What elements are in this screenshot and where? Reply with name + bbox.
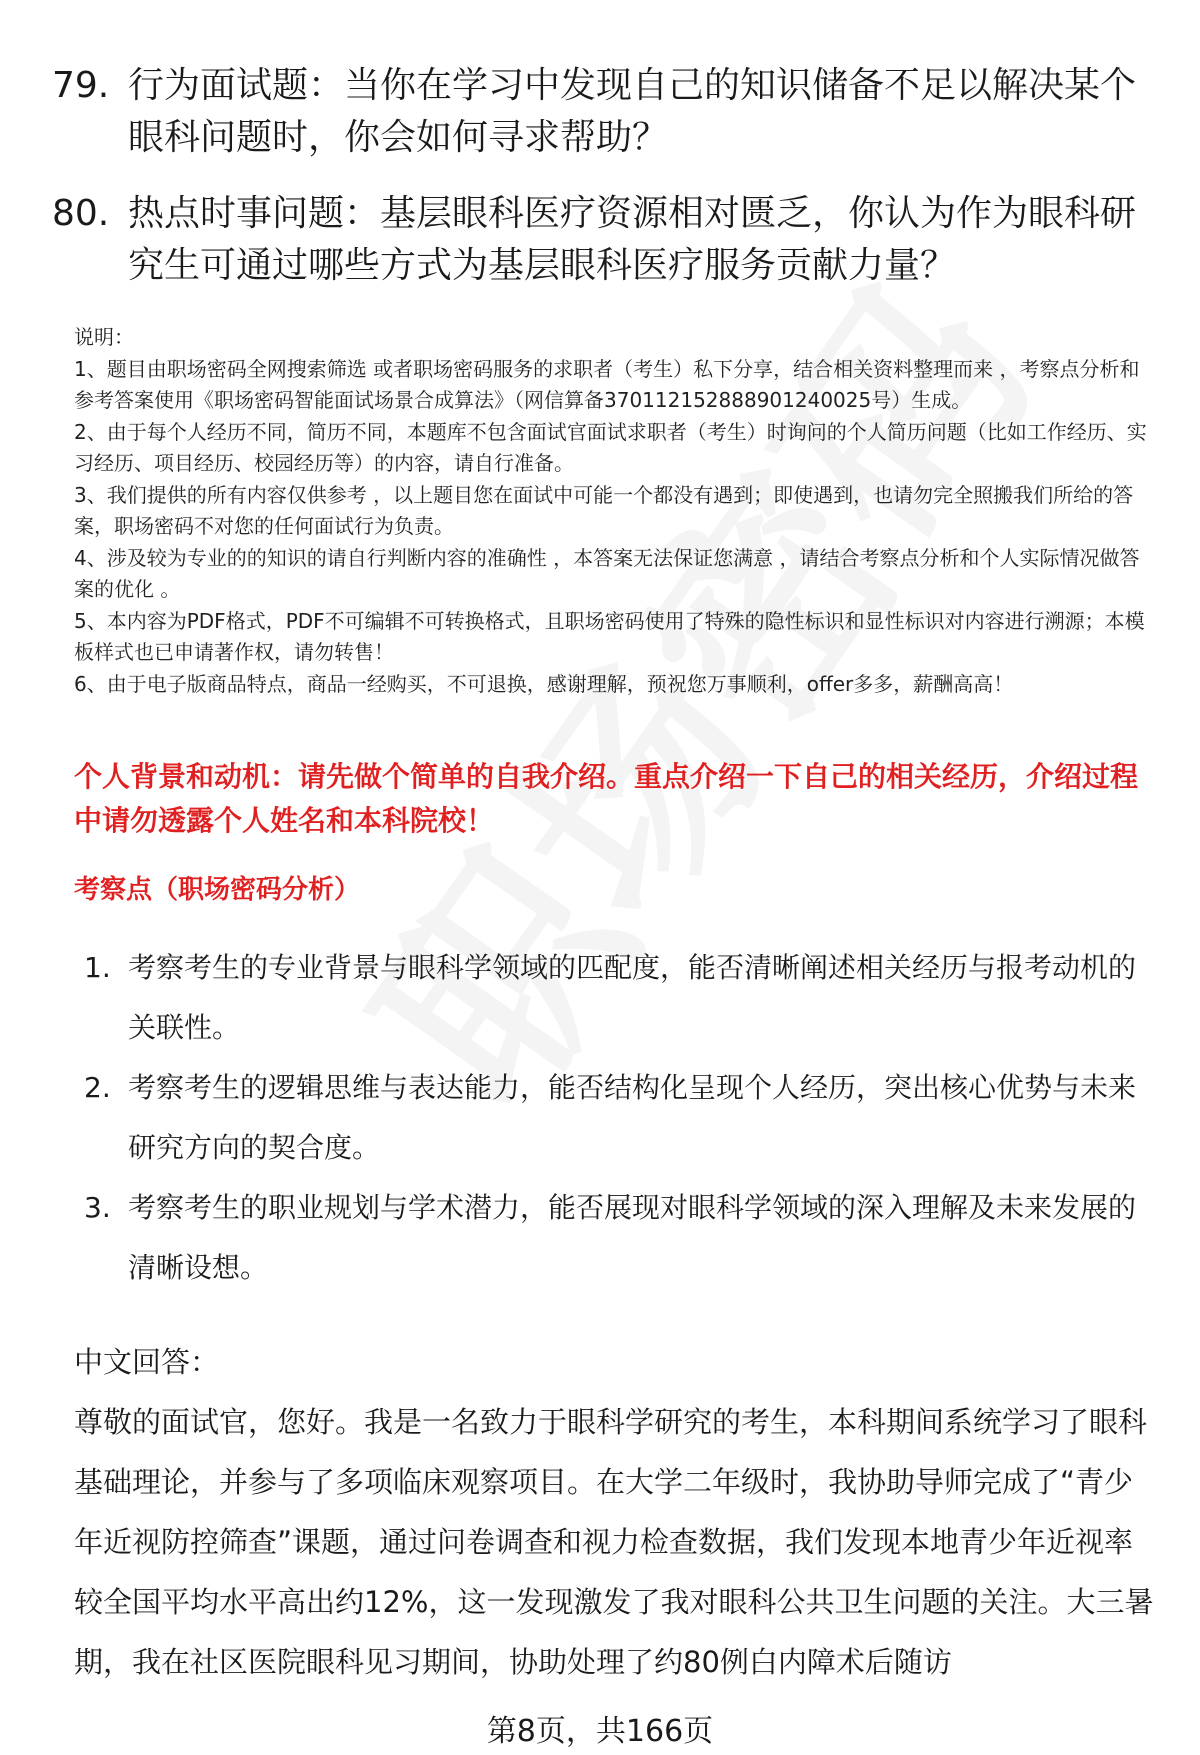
disclaimer-notes: [74, 322, 1159, 700]
analysis-item: [84, 1178, 1159, 1298]
analysis-list: [84, 938, 1159, 1298]
note-item: 2、由于每个人经历不同，简历不同，本题库不包含面试官面试求职者（考生）时询问的个人简历问题（比如工作经历、实习经历、项目经历、校园经历等）的内容，请自行准备。: [74, 419, 1147, 475]
question-text: 热点时事问题：基层眼科医疗资源相对匮乏，你认为作为眼科研究生可通过哪些方式为基层眼科医疗服务贡献力量？: [128, 193, 1137, 286]
question-text: 行为面试题：当你在学习中发现自己的知识储备不足以解决某个眼科问题时，你会如何寻求帮助？: [128, 65, 1137, 158]
analysis-title: 考察点（职场密码分析）: [74, 875, 361, 905]
analysis-number: 2.: [84, 1071, 111, 1104]
note-item: 3、我们提供的所有内容仅供参考 ，以上题目您在面试中可能一个都没有遇到；即使遇到，也请勿完全照搬我们所给的答案，职场密码不对您的任何面试行为负责。: [74, 482, 1134, 538]
note-item: 6、由于电子版商品特点，商品一经购买，不可退换，感谢理解，预祝您万事顺利，offer多多，薪酬高高！: [74, 671, 1014, 696]
analysis-item: [84, 938, 1159, 1058]
analysis-text: 考察考生的专业背景与眼科学领域的匹配度，能否清晰阐述相关经历与报考动机的关联性。: [128, 951, 1137, 1044]
note-item: 1、题目由职场密码全网搜索筛选 或者职场密码服务的求职者（考生）私下分享，结合相关资料整理而来 ，考察点分析和参考答案使用《职场密码智能面试场景合成算法》（网信算备370112152888901240025号）生成。: [74, 356, 1140, 412]
question-number: 79.: [52, 65, 110, 106]
answer-label: 中文回答：: [74, 1345, 220, 1379]
analysis-number: 3.: [84, 1191, 111, 1224]
notes-heading: 说明：: [74, 325, 134, 349]
note-item: 5、本内容为PDF格式，PDF不可编辑不可转换格式，且职场密码使用了特殊的隐性标识和显性标识对内容进行溯源；本模板样式也已申请著作权，请勿转售！: [74, 608, 1145, 664]
question-80: [52, 188, 1162, 292]
analysis-text: 考察考生的职业规划与学术潜力，能否展现对眼科学领域的深入理解及未来发展的清晰设想。: [128, 1191, 1137, 1284]
answer-text: 尊敬的面试官，您好。我是一名致力于眼科学研究的考生，本科期间系统学习了眼科基础理论，并参与了多项临床观察项目。在大学二年级时，我协助导师完成了“青少年近视防控筛查”课题，通过问卷调查和视力检查数据，我们发现本地青少年近视率较全国平均水平高出约12%，这一发现激发了我对眼科公共卫生问题的关注。大三暑期，我在社区医院眼科见习期间，协助处理了约80例白内障术后随访: [74, 1405, 1154, 1679]
section-title: 个人背景和动机：请先做个简单的自我介绍。重点介绍一下自己的相关经历，介绍过程中请勿透露个人姓名和本科院校！: [74, 760, 1139, 837]
note-item: 4、涉及较为专业的的知识的请自行判断内容的准确性 ，本答案无法保证您满意 ，请结合考察点分析和个人实际情况做答案的优化 。: [74, 545, 1140, 601]
analysis-text: 考察考生的逻辑思维与表达能力，能否结构化呈现个人经历，突出核心优势与未来研究方向的契合度。: [128, 1071, 1137, 1164]
page-footer: 第8页，共166页: [486, 1714, 714, 1749]
analysis-item: [84, 1058, 1159, 1178]
question-79: [52, 60, 1162, 164]
question-number: 80.: [52, 193, 110, 234]
analysis-number: 1.: [84, 951, 111, 984]
answer-block: [74, 1332, 1154, 1692]
